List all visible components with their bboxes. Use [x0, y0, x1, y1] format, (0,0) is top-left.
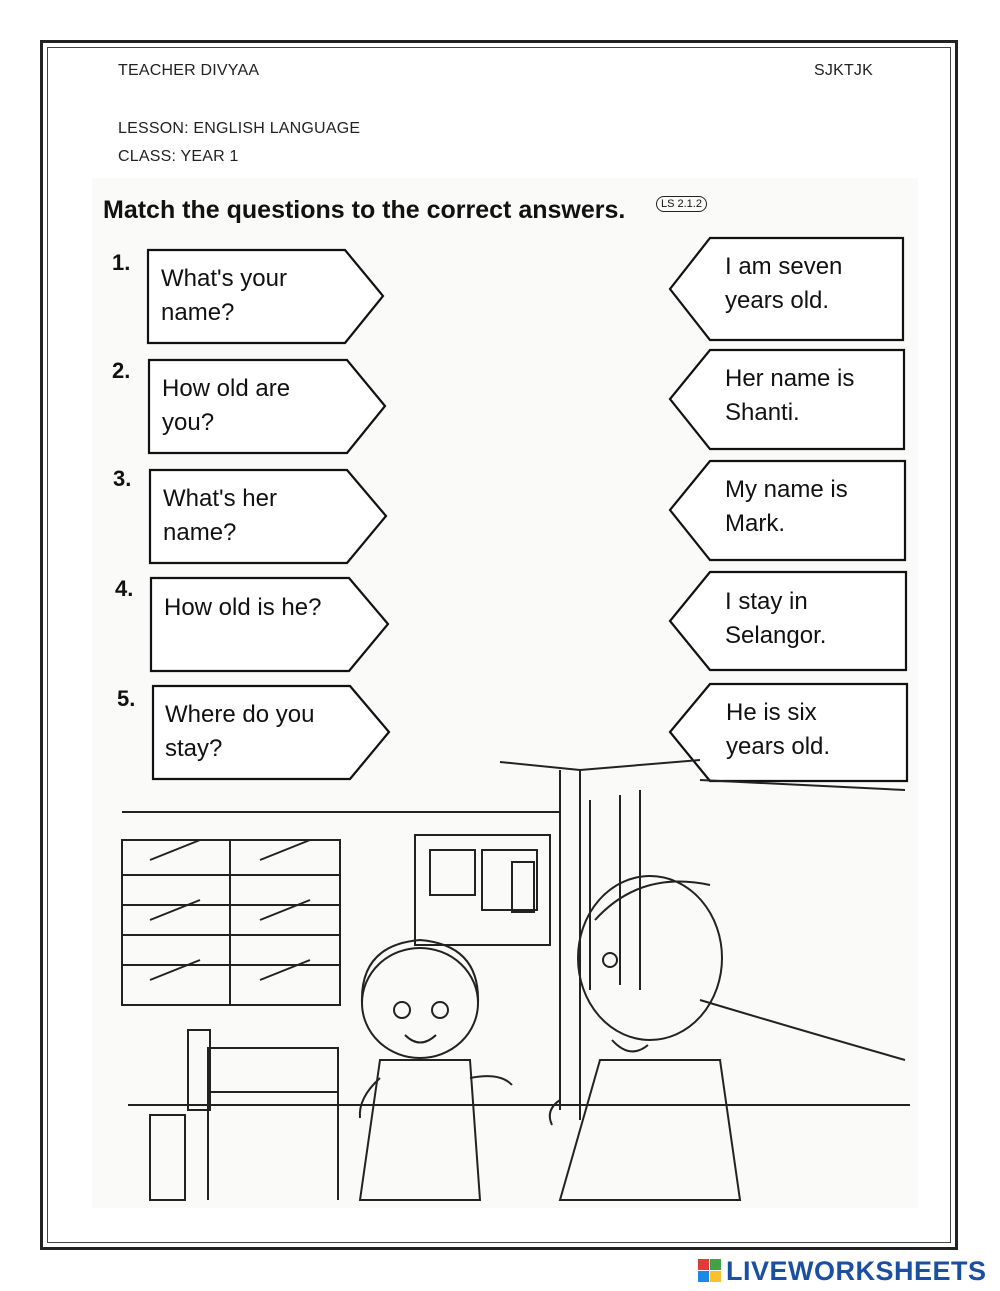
answer-4-text	[725, 585, 826, 653]
liveworksheets-brand[interactable]	[698, 1256, 987, 1286]
question-number-1: 1.	[112, 250, 131, 275]
logo-square-yellow	[710, 1271, 721, 1282]
liveworksheets-logo-icon	[698, 1259, 722, 1283]
answer-4-line2: Selangor.	[725, 622, 827, 649]
answer-3-line1: My name is	[725, 476, 848, 503]
question-1-text	[161, 262, 287, 330]
answer-1-line2: years old.	[725, 287, 830, 314]
answer-3-text	[725, 473, 848, 541]
question-3-line1: What's her	[163, 485, 277, 512]
question-4-text	[164, 591, 321, 625]
answer-2-text	[725, 362, 854, 430]
question-1-line1: What's your	[161, 265, 287, 292]
brand-text: LIVEWORKSHEETS	[726, 1255, 987, 1286]
logo-square-blue	[698, 1271, 709, 1282]
question-1-line2: name?	[161, 299, 235, 326]
answer-5-line1: He is six	[726, 699, 817, 726]
classroom-illustration-icon	[122, 760, 910, 1200]
question-5-line2: stay?	[165, 735, 223, 762]
answer-1-line1: I am seven	[725, 253, 843, 280]
question-4-line1: How old is he?	[164, 594, 322, 621]
answer-2-line1: Her name is	[725, 365, 855, 392]
answer-5-text	[726, 696, 830, 764]
class-label: CLASS: YEAR 1	[118, 148, 239, 165]
question-2-line1: How old are	[162, 375, 291, 402]
answer-2-line2: Shanti.	[725, 399, 800, 426]
question-number-2: 2.	[112, 358, 131, 383]
instruction-title: Match the questions to the correct answers.	[103, 196, 626, 224]
question-5-text	[165, 698, 314, 766]
question-2-text	[162, 372, 290, 440]
logo-square-green	[710, 1259, 721, 1270]
question-number-5: 5.	[117, 686, 136, 711]
answer-4-line1: I stay in	[725, 588, 808, 615]
logo-square-red	[698, 1259, 709, 1270]
skill-code-badge: LS 2.1.2	[656, 196, 707, 212]
school-name: SJKTJK	[814, 62, 873, 79]
answer-3-line2: Mark.	[725, 510, 785, 537]
question-5-line1: Where do you	[165, 701, 315, 728]
answer-1-text	[725, 250, 842, 318]
question-2-line2: you?	[162, 409, 215, 436]
question-3-line2: name?	[163, 519, 237, 546]
teacher-name: TEACHER DIVYAA	[118, 62, 260, 79]
question-number-4: 4.	[115, 576, 134, 601]
question-3-text	[163, 482, 277, 550]
question-number-3: 3.	[113, 466, 132, 491]
answer-5-line2: years old.	[726, 733, 831, 760]
lesson-label: LESSON: ENGLISH LANGUAGE	[118, 120, 361, 137]
